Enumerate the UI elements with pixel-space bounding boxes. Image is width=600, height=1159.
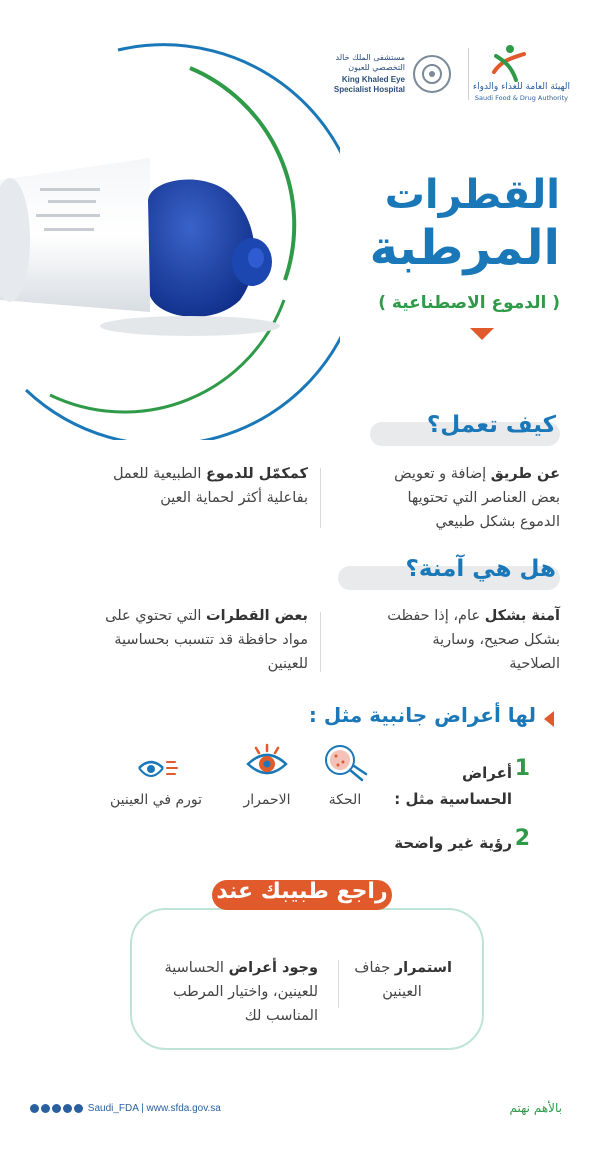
safe-left-l1: التي تحتوي على — [105, 608, 206, 624]
item2-text: رؤية غير واضحة — [394, 834, 512, 852]
snapchat-icon[interactable] — [30, 1104, 39, 1113]
title-line2: المرطبة — [369, 220, 560, 276]
safe-right-bold: آمنة بشكل — [484, 608, 560, 624]
how-right-l1: إضافة و تعويض — [394, 466, 491, 482]
item1-line1: أعراض — [461, 764, 512, 782]
see-doctor-heading-pill — [212, 880, 392, 910]
footer-handle[interactable]: Saudi_FDA — [87, 1103, 139, 1114]
facebook-icon[interactable] — [52, 1104, 61, 1113]
kkesh-name-en-line2: Specialist Hospital — [333, 85, 405, 94]
sfda-name-en: Saudi Food & Drug Authority — [474, 94, 568, 102]
safe-right-l2: بشكل صحيح، وسارية — [432, 632, 560, 648]
safe-right-text — [320, 604, 560, 676]
safe-right-l3: الصلاحية — [509, 656, 560, 672]
symptom-itch-label: الحكة — [328, 792, 362, 808]
safe-heading: هل هي آمنة؟ — [405, 556, 556, 582]
doctor-left-l2: للعينين، واختيار المرطب — [172, 984, 318, 1000]
safe-left-text — [78, 604, 308, 676]
doctor-left-text — [148, 956, 318, 1028]
footer-contact — [30, 1103, 221, 1114]
safe-left-bold: بعض القطرات — [206, 608, 308, 624]
red-eye-icon — [244, 742, 290, 784]
down-arrow-icon — [470, 328, 494, 340]
youtube-icon[interactable] — [63, 1104, 72, 1113]
kkesh-logo — [305, 45, 455, 105]
item1-line2: الحساسية مثل : — [394, 790, 512, 808]
doctor-left-l3: المناسب لك — [244, 1008, 318, 1024]
safe-right-l1: عام، إذا حفظت — [387, 608, 485, 624]
doctor-left-l1: الحساسية — [164, 960, 229, 976]
side-effects-heading: لها أعراض جانبية مثل : — [308, 703, 536, 727]
item2-number: 2 — [514, 826, 530, 851]
header-divider — [468, 48, 469, 100]
how-divider — [320, 468, 321, 528]
how-right-text — [320, 462, 560, 534]
doctor-right-l2: العينين — [382, 984, 422, 1000]
doctor-left-bold: وجود أعراض — [228, 960, 318, 976]
see-doctor-heading: راجع طبيبك عند — [216, 879, 388, 904]
how-right-l3: الدموع بشكل طبيعي — [435, 514, 560, 530]
kkesh-name-ar-line2: التخصصي للعيون — [348, 63, 405, 72]
footer-website[interactable]: www.sfda.gov.sa — [146, 1103, 221, 1114]
symptom-swelling-label: تورم في العينين — [109, 792, 203, 808]
safe-left-l3: للعينين — [267, 656, 308, 672]
twitter-icon[interactable] — [74, 1104, 83, 1113]
symptom-redness-label: الاحمرار — [243, 792, 291, 808]
swollen-eye-icon — [135, 750, 181, 792]
instagram-icon[interactable] — [41, 1104, 50, 1113]
doctor-right-text — [332, 956, 452, 1004]
title-line1: القطرات — [384, 172, 560, 218]
how-right-l2: بعض العناصر التي تحتويها — [407, 490, 560, 506]
how-left-l1: الطبيعية للعمل — [112, 466, 206, 482]
title-subtitle: ( الدموع الاصطناعية ) — [378, 293, 560, 313]
itch-eye-icon — [322, 742, 368, 784]
doctor-right-l1: جفاف — [354, 960, 395, 976]
left-arrow-icon — [544, 711, 554, 727]
kkesh-name-ar — [315, 53, 405, 73]
how-left-l2: بفاعلية أكثر لحماية العين — [160, 490, 308, 506]
how-left-text — [78, 462, 308, 510]
how-right-bold: عن طريق — [490, 466, 560, 482]
footer-slogan: بالأهم نهتم — [509, 1101, 562, 1115]
doctor-right-bold: استمرار — [394, 960, 452, 976]
doctor-divider — [338, 960, 339, 1008]
item1-number: 1 — [514, 756, 530, 781]
footer-separator: | — [141, 1103, 144, 1114]
safe-divider — [320, 612, 321, 672]
kkesh-name-ar-line1: مستشفى الملك خالد — [335, 53, 405, 62]
kkesh-name-en-line1: King Khaled Eye — [341, 75, 405, 84]
sfda-name-ar: الهيئة العامة للغذاء والدواء — [472, 82, 570, 92]
how-heading: كيف تعمل؟ — [426, 412, 556, 438]
kkesh-name-en — [315, 75, 405, 95]
how-left-bold: كمكمّل للدموع — [205, 466, 308, 482]
eye-drop-bottle-image — [0, 0, 340, 440]
kkesh-seal-icon — [411, 53, 453, 95]
safe-left-l2: مواد حافظة قد تتسبب بحساسية — [114, 632, 308, 648]
sfda-mark-icon — [486, 42, 530, 82]
